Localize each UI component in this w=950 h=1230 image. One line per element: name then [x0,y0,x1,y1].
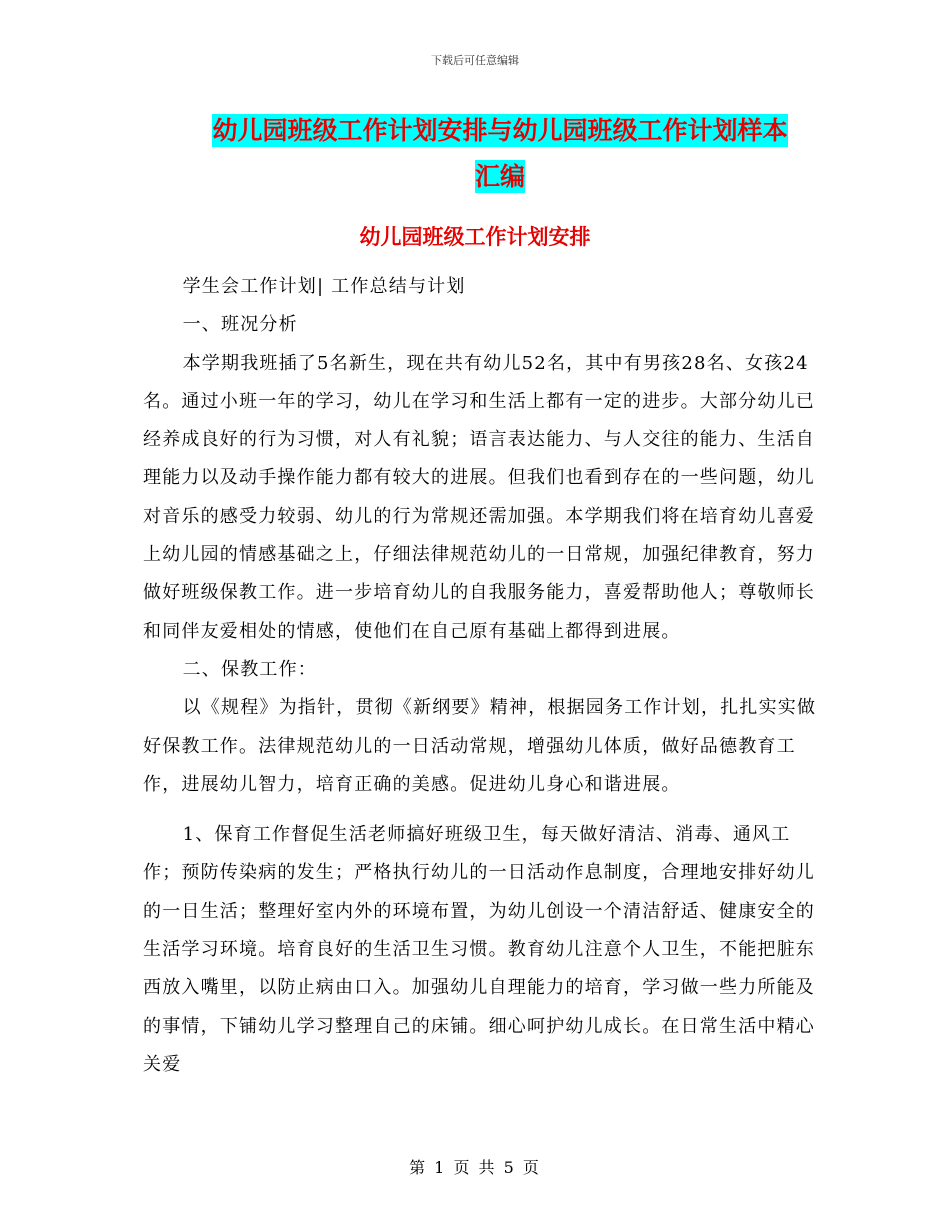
header-note: 下载后可任意编辑 [431,54,519,67]
title-line-1: 幼儿园班级工作计划安排与幼儿园班级工作计划样本 [212,116,788,145]
section-title: 幼儿园班级工作计划安排 [359,225,591,249]
heading-care-education: 二、保教工作： [182,658,317,680]
title-line-2: 汇编 [474,162,525,191]
paragraph-class-analysis: 本学期我班插了5名新生，现在共有幼儿52名，其中有男孩28名、女孩24名。通过小班一年的学习，幼儿在学习和生活上都有一定的进步。大部分幼儿已经养成良好的行为习惯，对人有礼貌；语言表达能力、与人交往的能力、生活自理能力以及动手操作能力都有较大的进展。但我们也看到存在的一些问题，幼儿对音乐的感受力较弱、幼儿的行为常规还需加强。本学期我们将在培育幼儿喜爱上幼儿园的情感基础之上，仔细法律规范幼儿的一日常规，加强纪律教育，努力做好班级保教工作。进一步培育幼儿的自我服务能力，喜爱帮助他人；尊敬师长和同伴友爱相处的情感，使他们在自己原有基础上都得到进展。 [143,352,815,642]
paragraph-gap [143,804,823,816]
heading-class-analysis: 一、班况分析 [182,314,298,336]
meta-line: 学生会工作计划| 工作总结与计划 [182,276,466,297]
paragraph-care-education: 以《规程》为指针，贯彻《新纲要》精神，根据园务工作计划，扎扎实实做好保教工作。法律规范幼儿的一日活动常规，增强幼儿体质，做好品德教育工作，进展幼儿智力，培育正确的美感。促进幼儿身心和谐进展。 [143,697,817,795]
paragraph-childcare: 1、保育工作督促生活老师搞好班级卫生，每天做好清洁、消毒、通风工作；预防传染病的发生；严格执行幼儿的一日活动作息制度，合理地安排好幼儿的一日生活；整理好室内外的环境布置，为幼儿创设一个清洁舒适、健康安全的生活学习环境。培育良好的生活卫生习惯。教育幼儿注意个人卫生，不能把脏东西放入嘴里，以防止病由口入。加强幼儿自理能力的培育，学习做一些力所能及的事情，下铺幼儿学习整理自己的床铺。细心呵护幼儿成长。在日常生活中精心关爱 [143,824,815,1075]
page-footer: 第 1 页 共 5 页 [409,1158,541,1177]
document-body [143,268,823,1084]
document-title [150,108,850,200]
